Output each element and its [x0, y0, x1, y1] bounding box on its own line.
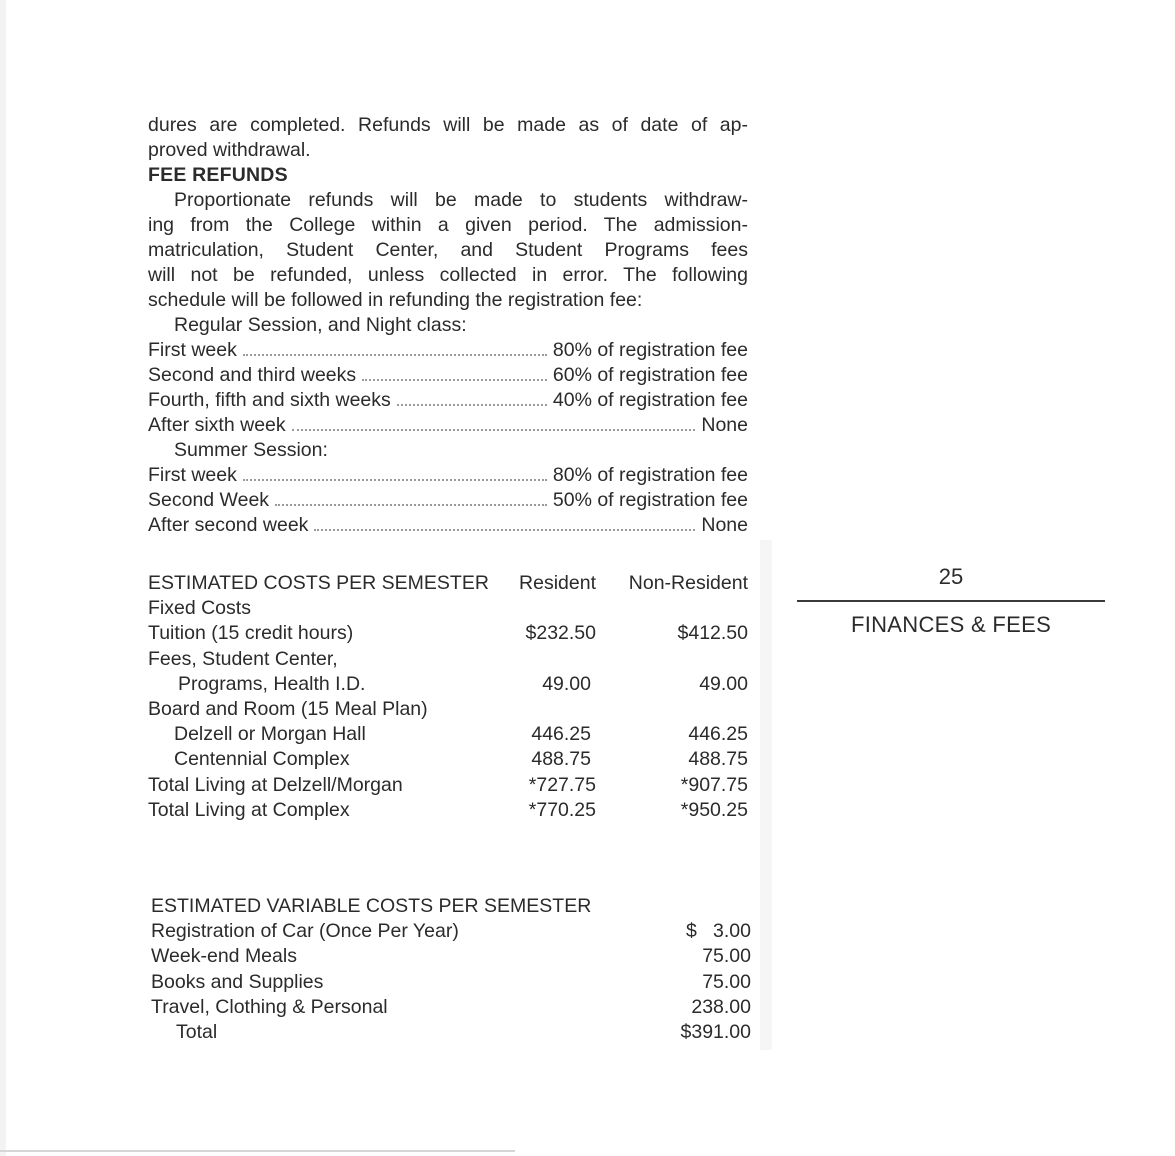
fee-refunds-heading: FEE REFUNDS [148, 164, 288, 186]
refund-period: Second Week [148, 489, 270, 511]
refund-period: After second week [148, 514, 309, 536]
resident-value: $232.50 [525, 622, 596, 644]
row-label: Delzell or Morgan Hall [174, 723, 366, 745]
refund-period: After sixth week [148, 414, 286, 436]
table-row [151, 995, 751, 1020]
refund-period: Fourth, fifth and sixth weeks [148, 389, 391, 411]
table-header [148, 571, 748, 596]
refund-amount: None [701, 414, 748, 436]
resident-value: 446.25 [531, 723, 591, 745]
paragraph-line: matriculation, Student Center, and Student Programs fees [148, 239, 748, 261]
row-label: Travel, Clothing & Personal [151, 996, 388, 1018]
nonresident-value: 446.25 [688, 723, 748, 745]
summer-session-title: Summer Session: [174, 439, 328, 461]
table-row [148, 697, 748, 722]
row-value: 238.00 [691, 996, 751, 1018]
nonresident-value: 49.00 [699, 673, 748, 695]
resident-header: Resident [519, 572, 596, 594]
table-row [148, 647, 748, 672]
row-value: $ 3.00 [685, 920, 751, 942]
resident-value: 49.00 [542, 673, 591, 695]
page-edge-shadow [0, 0, 6, 1156]
dot-leader [397, 404, 547, 406]
row-label: Total Living at Complex [148, 799, 350, 821]
scan-edge-line [0, 1150, 515, 1152]
row-label: Fees, Student Center, [148, 648, 338, 670]
table-header [151, 894, 751, 919]
row-label: Total Living at Delzell/Morgan [148, 774, 403, 796]
nonresident-value: *907.75 [680, 774, 748, 796]
refund-schedule-row [148, 513, 748, 538]
refund-schedule-row [148, 488, 748, 513]
paragraph-line: ing from the College within a given period. The admission- [148, 214, 748, 236]
page-marker [797, 562, 1105, 640]
nonresident-value: *950.25 [680, 799, 748, 821]
row-value: 75.00 [702, 945, 751, 967]
refund-schedule-row [148, 363, 748, 388]
row-label: Fixed Costs [148, 597, 251, 619]
resident-value: *727.75 [528, 774, 596, 796]
row-value: 75.00 [702, 971, 751, 993]
row-label: Registration of Car (Once Per Year) [151, 920, 459, 942]
paragraph-line: dures are completed. Refunds will be made as of date of ap- [148, 114, 748, 136]
dot-leader [275, 504, 547, 506]
nonresident-header: Non-Resident [628, 572, 748, 594]
table-row [148, 596, 748, 621]
table-row [151, 970, 751, 995]
paragraph-line: proved withdrawal. [148, 139, 311, 161]
refund-amount: None [701, 514, 748, 536]
regular-session-title: Regular Session, and Night class: [174, 314, 467, 336]
table-row [148, 798, 748, 823]
table-row [151, 919, 751, 944]
refund-amount: 40% of registration fee [552, 389, 748, 411]
refund-amount: 80% of registration fee [552, 339, 748, 361]
refund-schedule-row [148, 413, 748, 438]
row-value: $391.00 [680, 1021, 751, 1043]
refund-period: First week [148, 339, 237, 361]
nonresident-value: $412.50 [677, 622, 748, 644]
refund-schedule-row [148, 388, 748, 413]
refund-period: Second and third weeks [148, 364, 357, 386]
table-row [148, 747, 748, 772]
refund-amount: 50% of registration fee [552, 489, 748, 511]
paragraph-line: schedule will be followed in refunding the registration fee: [148, 289, 643, 311]
table-row [148, 672, 748, 697]
refund-amount: 80% of registration fee [552, 464, 748, 486]
refund-schedule-row [148, 463, 748, 488]
section-divider [797, 600, 1105, 602]
table-row [148, 773, 748, 798]
table-row [151, 1020, 751, 1045]
resident-value: *770.25 [528, 799, 596, 821]
refund-period: First week [148, 464, 237, 486]
scan-shadow [760, 540, 772, 1050]
section-title: FINANCES & FEES [850, 612, 1052, 637]
row-label: Total [176, 1021, 218, 1043]
paragraph-line: will not be refunded, unless collected in error. The following [148, 264, 748, 286]
table-title: ESTIMATED COSTS PER SEMESTER [148, 572, 489, 594]
dot-leader [292, 429, 696, 431]
nonresident-value: 488.75 [688, 748, 748, 770]
paragraph-line: Proportionate refunds will be made to students withdraw- [174, 189, 748, 211]
dot-leader [243, 479, 547, 481]
row-label: Tuition (15 credit hours) [148, 622, 354, 644]
dot-leader [362, 379, 547, 381]
row-label: Week-end Meals [151, 945, 297, 967]
row-label: Books and Supplies [151, 971, 324, 993]
table-row [148, 722, 748, 747]
table-row [151, 944, 751, 969]
row-label: Board and Room (15 Meal Plan) [148, 698, 428, 720]
refund-schedule-row [148, 338, 748, 363]
table-title: ESTIMATED VARIABLE COSTS PER SEMESTER [151, 895, 592, 917]
resident-value: 488.75 [531, 748, 591, 770]
page-number: 25 [938, 564, 964, 589]
refund-amount: 60% of registration fee [552, 364, 748, 386]
dot-leader [243, 354, 547, 356]
dot-leader [314, 529, 695, 531]
table-row [148, 621, 748, 646]
row-label: Programs, Health I.D. [178, 673, 366, 695]
row-label: Centennial Complex [174, 748, 350, 770]
